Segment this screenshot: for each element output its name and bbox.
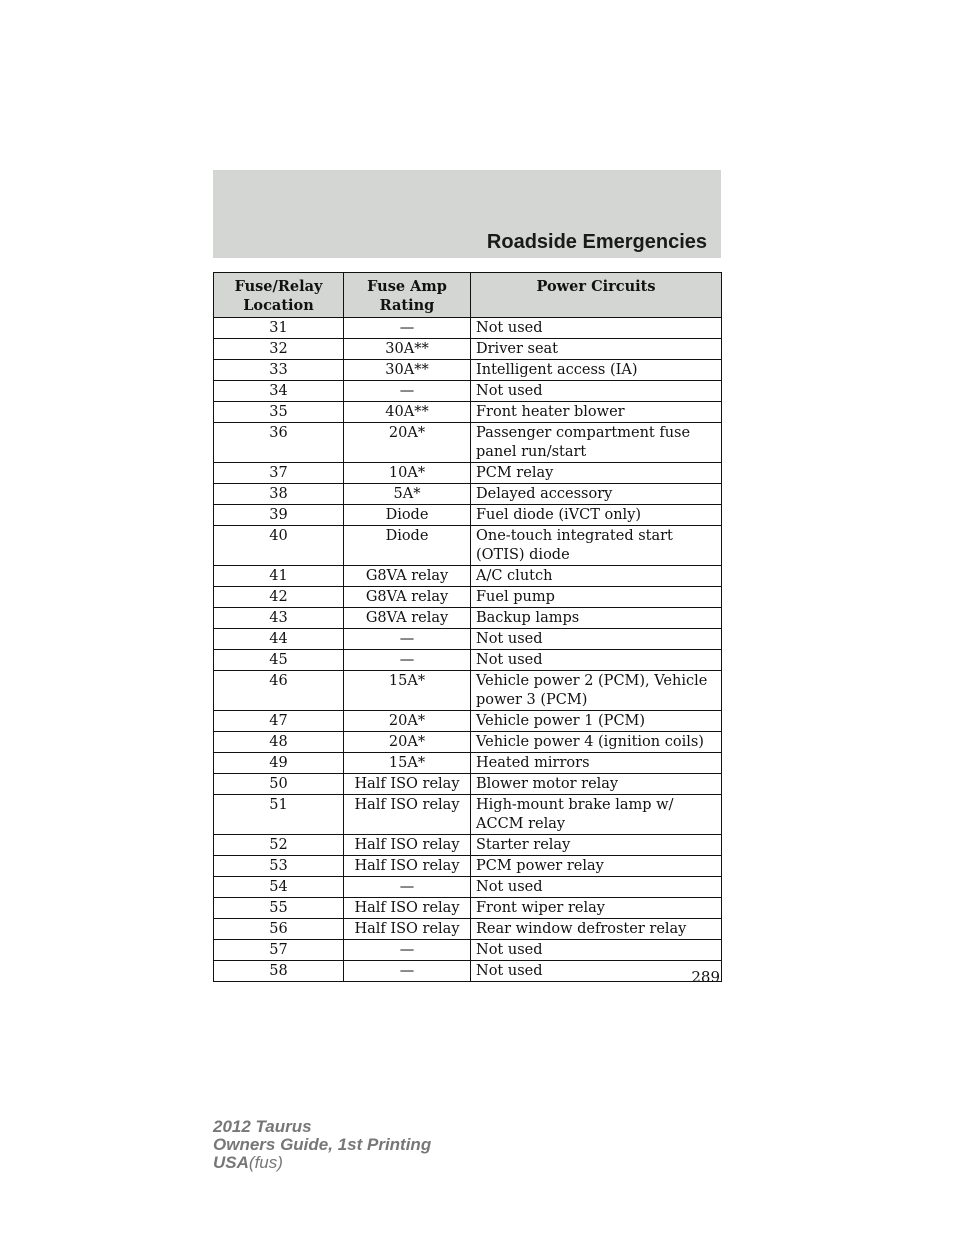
cell-amp-rating: 10A*: [344, 463, 471, 484]
table-row: [214, 629, 722, 650]
cell-amp-rating: 20A*: [344, 711, 471, 732]
cell-power-circuits: Vehicle power 1 (PCM): [471, 711, 722, 732]
cell-location: 46: [214, 671, 344, 711]
cell-location: 41: [214, 566, 344, 587]
cell-power-circuits: Not used: [471, 940, 722, 961]
cell-power-circuits: High-mount brake lamp w/ ACCM relay: [471, 795, 722, 835]
cell-location: 33: [214, 360, 344, 381]
cell-location: 43: [214, 608, 344, 629]
cell-location: 36: [214, 423, 344, 463]
cell-amp-rating: Diode: [344, 526, 471, 566]
cell-amp-rating: 20A*: [344, 732, 471, 753]
cell-amp-rating: 30A**: [344, 339, 471, 360]
table-row: [214, 650, 722, 671]
cell-amp-rating: —: [344, 877, 471, 898]
cell-location: 53: [214, 856, 344, 877]
cell-amp-rating: Half ISO relay: [344, 795, 471, 835]
column-header-amp-rating: Fuse Amp Rating: [344, 273, 471, 318]
column-header-power-circuits: Power Circuits: [471, 273, 722, 318]
cell-power-circuits: Not used: [471, 318, 722, 339]
table-row: [214, 402, 722, 423]
table-row: [214, 339, 722, 360]
footer-line-2: Owners Guide, 1st Printing: [213, 1135, 432, 1154]
cell-location: 56: [214, 919, 344, 940]
cell-power-circuits: Blower motor relay: [471, 774, 722, 795]
cell-location: 40: [214, 526, 344, 566]
cell-power-circuits: Not used: [471, 650, 722, 671]
cell-power-circuits: Not used: [471, 877, 722, 898]
cell-power-circuits: Fuel diode (iVCT only): [471, 505, 722, 526]
table-row: [214, 711, 722, 732]
cell-amp-rating: Half ISO relay: [344, 835, 471, 856]
cell-power-circuits: Passenger compartment fuse panel run/start: [471, 423, 722, 463]
page-number: 289: [691, 968, 720, 986]
cell-location: 49: [214, 753, 344, 774]
cell-location: 39: [214, 505, 344, 526]
table-row: [214, 463, 722, 484]
table-row: [214, 795, 722, 835]
cell-power-circuits: Not used: [471, 381, 722, 402]
footer-line-1: 2012 Taurus: [213, 1117, 312, 1136]
cell-power-circuits: A/C clutch: [471, 566, 722, 587]
cell-amp-rating: 30A**: [344, 360, 471, 381]
cell-location: 37: [214, 463, 344, 484]
table-row: [214, 318, 722, 339]
cell-amp-rating: 15A*: [344, 671, 471, 711]
table-row: [214, 961, 722, 982]
table-row: [214, 566, 722, 587]
footer-region-code: (fus): [248, 1153, 283, 1172]
cell-amp-rating: Half ISO relay: [344, 919, 471, 940]
cell-power-circuits: Front heater blower: [471, 402, 722, 423]
column-header-location: Fuse/Relay Location: [214, 273, 344, 318]
cell-location: 50: [214, 774, 344, 795]
cell-amp-rating: —: [344, 961, 471, 982]
cell-location: 52: [214, 835, 344, 856]
cell-power-circuits: Driver seat: [471, 339, 722, 360]
footer-region: USA: [213, 1153, 249, 1172]
cell-location: 34: [214, 381, 344, 402]
cell-location: 47: [214, 711, 344, 732]
table-row: [214, 898, 722, 919]
cell-location: 35: [214, 402, 344, 423]
cell-amp-rating: —: [344, 629, 471, 650]
cell-amp-rating: Diode: [344, 505, 471, 526]
cell-amp-rating: G8VA relay: [344, 608, 471, 629]
cell-power-circuits: Starter relay: [471, 835, 722, 856]
table-row: [214, 381, 722, 402]
table-row: [214, 877, 722, 898]
table-header-row: [214, 273, 722, 318]
cell-location: 57: [214, 940, 344, 961]
cell-power-circuits: Front wiper relay: [471, 898, 722, 919]
cell-location: 32: [214, 339, 344, 360]
cell-location: 42: [214, 587, 344, 608]
table-row: [214, 671, 722, 711]
cell-power-circuits: One-touch integrated start (OTIS) diode: [471, 526, 722, 566]
cell-amp-rating: Half ISO relay: [344, 774, 471, 795]
cell-amp-rating: —: [344, 940, 471, 961]
fuse-table: [213, 272, 722, 982]
table-row: [214, 835, 722, 856]
footer: [213, 1118, 431, 1172]
cell-power-circuits: Fuel pump: [471, 587, 722, 608]
cell-power-circuits: Not used: [471, 961, 722, 982]
cell-location: 48: [214, 732, 344, 753]
cell-power-circuits: PCM relay: [471, 463, 722, 484]
cell-amp-rating: 15A*: [344, 753, 471, 774]
cell-location: 58: [214, 961, 344, 982]
cell-power-circuits: Intelligent access (IA): [471, 360, 722, 381]
table-row: [214, 505, 722, 526]
table-row: [214, 753, 722, 774]
table-row: [214, 484, 722, 505]
table-row: [214, 608, 722, 629]
cell-amp-rating: 40A**: [344, 402, 471, 423]
cell-location: 55: [214, 898, 344, 919]
cell-location: 45: [214, 650, 344, 671]
cell-power-circuits: Backup lamps: [471, 608, 722, 629]
cell-amp-rating: —: [344, 381, 471, 402]
cell-power-circuits: Delayed accessory: [471, 484, 722, 505]
cell-amp-rating: —: [344, 650, 471, 671]
cell-amp-rating: Half ISO relay: [344, 898, 471, 919]
cell-location: 44: [214, 629, 344, 650]
cell-location: 31: [214, 318, 344, 339]
cell-power-circuits: Vehicle power 4 (ignition coils): [471, 732, 722, 753]
cell-location: 38: [214, 484, 344, 505]
cell-power-circuits: PCM power relay: [471, 856, 722, 877]
cell-amp-rating: 20A*: [344, 423, 471, 463]
cell-amp-rating: G8VA relay: [344, 566, 471, 587]
table-row: [214, 423, 722, 463]
table-row: [214, 732, 722, 753]
table-row: [214, 774, 722, 795]
cell-location: 54: [214, 877, 344, 898]
cell-location: 51: [214, 795, 344, 835]
cell-amp-rating: 5A*: [344, 484, 471, 505]
table-row: [214, 587, 722, 608]
cell-amp-rating: —: [344, 318, 471, 339]
table-row: [214, 526, 722, 566]
cell-power-circuits: Heated mirrors: [471, 753, 722, 774]
section-header-band: [213, 170, 721, 258]
table-row: [214, 856, 722, 877]
table-row: [214, 919, 722, 940]
table-row: [214, 360, 722, 381]
cell-amp-rating: G8VA relay: [344, 587, 471, 608]
table-row: [214, 940, 722, 961]
cell-power-circuits: Vehicle power 2 (PCM), Vehicle power 3 (PCM): [471, 671, 722, 711]
cell-power-circuits: Rear window defroster relay: [471, 919, 722, 940]
footer-line-3: [213, 1154, 431, 1172]
section-title: Roadside Emergencies: [486, 231, 707, 253]
cell-amp-rating: Half ISO relay: [344, 856, 471, 877]
cell-power-circuits: Not used: [471, 629, 722, 650]
